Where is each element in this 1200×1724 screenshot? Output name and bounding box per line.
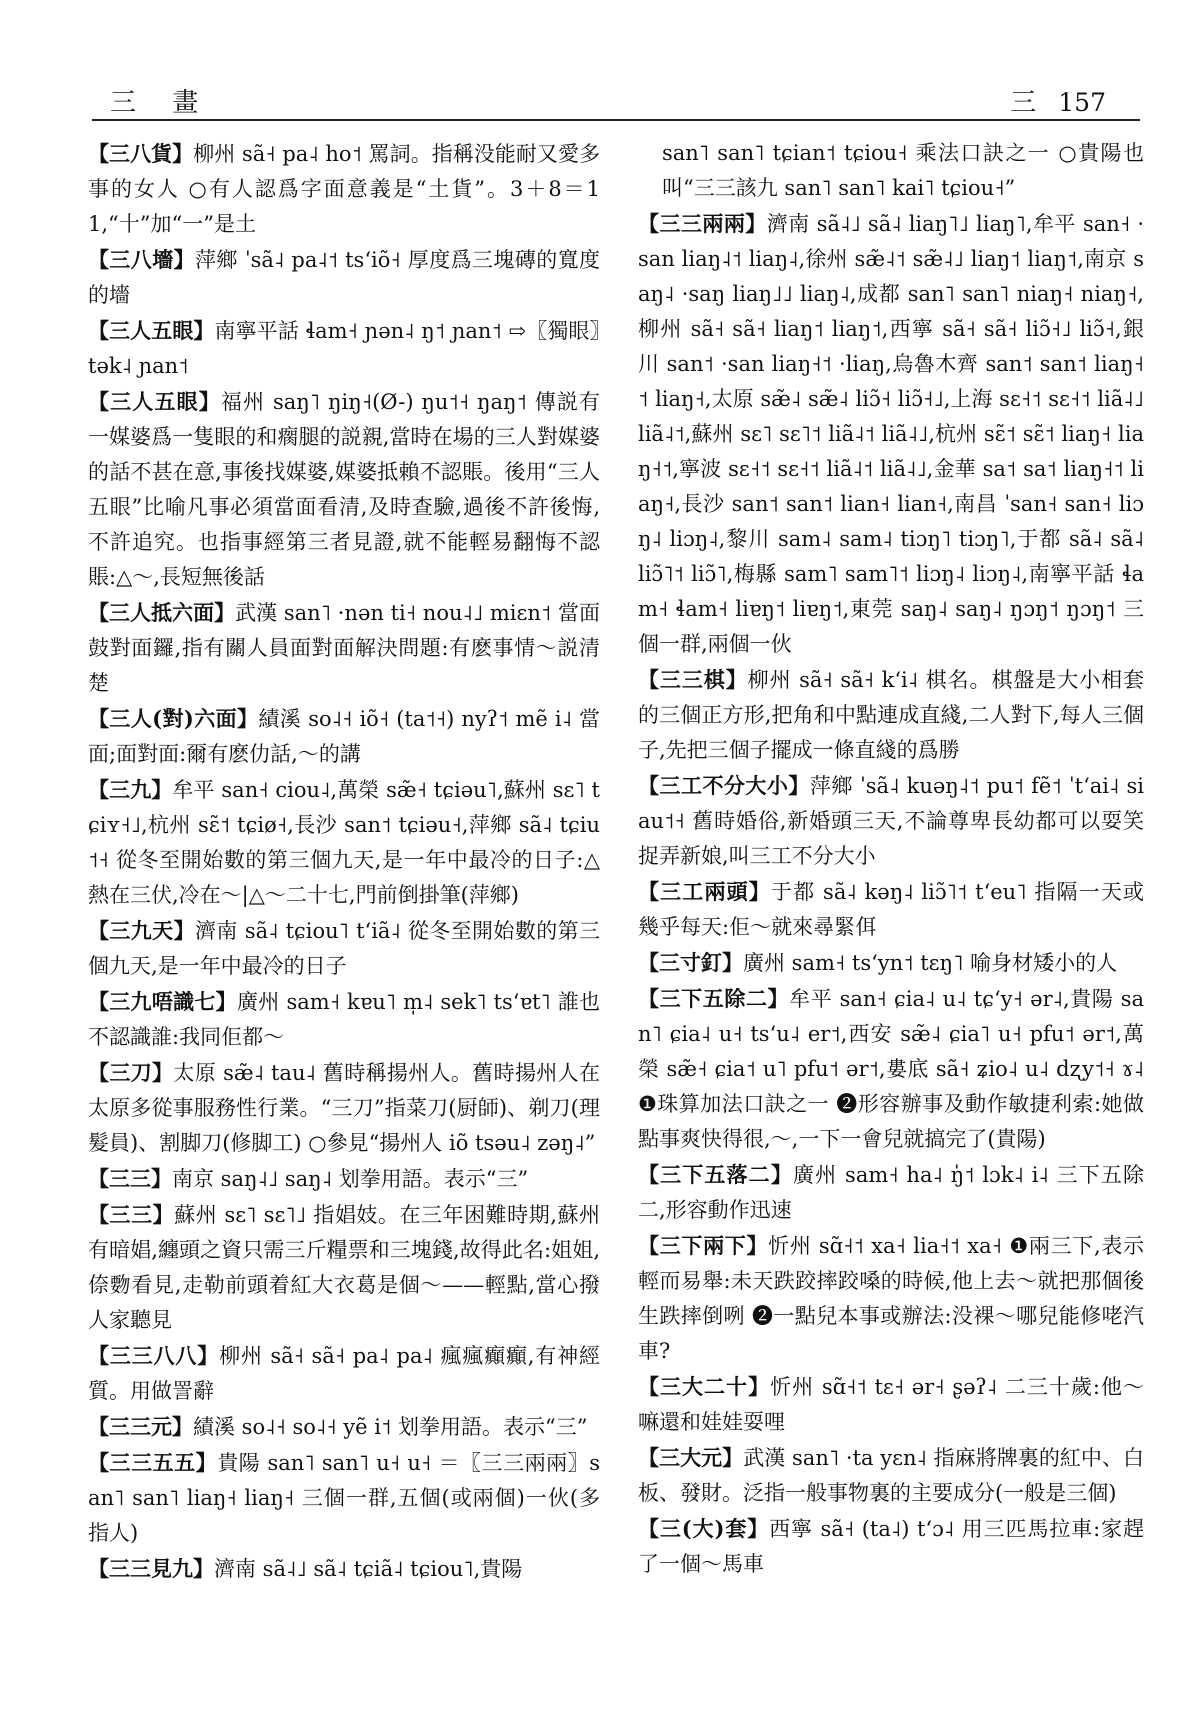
entry-definition: 牟平 san˧ ɕia˨ u˨ tɕʻy˧ ər˨,貴陽 san˥ ɕia˨ u˧ tsʻu˨ er˦,西安 sæ̃˨ ɕia˥ u˧ pfu˦ ər˦,萬榮 sæ̃˧ ɕia˦ u˥ pfu˦ ər˦,婁底 sã˧ ʑio˨ u˨ dʐy˦˧ ɤ˨ ❶珠算加法口訣之一 ❷形容辦事及動作敏捷利索:她做點事爽快得很,～,一下一會兒就搞完了(貴陽) [638,987,1144,1151]
entry-headword: 【三九】 [88,777,173,802]
entry-headword: 【三下五除二】 [638,986,790,1011]
dictionary-entry [88,1338,600,1409]
entry-definition: 蘇州 sɛ˥ sɛ˥˩ 指娼妓。在三年困難時期,蘇州有暗娼,纏頭之資只需三斤糧票和三塊錢,故得此名:姐姐,倷覅看見,走勒前頭着紅大衣葛是個～——輕點,當心撥人家聽見 [88,1203,600,1332]
entry-headword: 【三人五眼】 [88,318,215,343]
entry-headword: 【三人五眼】 [88,389,221,414]
dictionary-entry [88,384,600,595]
dictionary-entry [88,772,600,913]
entry-definition: 萍鄉 ˈsã˨ kuəŋ˨˦ pu˦ fẽ˦ ˈtʻai˨ siau˦˧ 舊時婚俗,新婚頭三天,不論尊卑長幼都可以耍笑捉弄新娘,叫三工不分大小 [638,774,1144,868]
right-column [638,136,1144,1582]
entry-definition: 萍鄉 ˈsã˨ pa˨˦ tsʻiõ˧ 厚度爲三塊磚的寬度的墻 [88,248,600,307]
entry-definition: 廣州 sam˧ ha˨ ŋ̍˦ lɔk˨ i˨ 三下五除二,形容動作迅速 [638,1163,1145,1222]
entry-definition: 太原 sæ̃˨ tau˨ 舊時稱揚州人。舊時揚州人在太原多從事服務性行業。“三刀”指菜刀(厨師)、剃刀(理髮員)、割脚刀(修脚工) ○參見“揚州人 iõ tsəu˨ zəŋ˨” [88,1061,600,1155]
entry-definition: 廣州 sam˧ tsʻyn˦ tɛŋ˥ 喻身材矮小的人 [743,951,1118,975]
dictionary-entry [638,874,1144,945]
entry-definition: 濟南 sã˨˩ sã˨ liaŋ˥˩ liaŋ˥,牟平 san˧ ·san liaŋ˨˦ liaŋ˨,徐州 sæ̃˨˦ sæ̃˨˩ liaŋ˦ liaŋ˦,南京 saŋ˨ ·saŋ liaŋ˩˩ liaŋ˨,成都 san˥ san˥ niaŋ˧ niaŋ˧,柳州 sã˧ sã˧ liaŋ˦ liaŋ˦,西寧 sã˧ sã˧ liɔ̃˧˩ liɔ̃˧,銀川 san˦ ·san liaŋ˧˦ ·liaŋ,烏魯木齊 san˦ san˦ liaŋ˧˦ liaŋ˧,太原 sæ̃˨ sæ̃˨ liɔ̃˧ liɔ̃˧˩,上海 sɛ˧˦ sɛ˧˦ liã˨˩ liã˨˦,蘇州 sɛ˥ sɛ˥˦ liã˨˦ liã˨˩,杭州 sɛ̃˦ sɛ̃˦ liaŋ˧ liaŋ˧˦,寧波 sɛ˧˦ sɛ˧˦ liã˨˦ liã˨˩,金華 sa˦ sa˦ liaŋ˧˦ liaŋ˧,長沙 san˦ san˦ lian˧ lian˧,南昌 ˈsan˧ san˧ liɔŋ˨ liɔŋ˨,黎川 sam˨ sam˨ tiɔŋ˥ tiɔŋ˥,于都 sã˨ sã˨ liɔ̃˥˦ liɔ̃˥,梅縣 sam˥ sam˥˦ liɔŋ˨ liɔŋ˨,南寧平話 ɬam˧ ɬam˧ liɐŋ˦ liɐŋ˦,東莞 saŋ˨ saŋ˨ ŋɔŋ˦ ŋɔŋ˦ 三個一群,兩個一伙 [638,212,1144,656]
entry-definition: 柳州 sã˧ sã˧ kʻi˨ 棋名。棋盤是大小相套的三個正方形,把角和中點連成直綫,二人對下,每人三個子,先把三個子擺成一條直綫的爲勝 [638,668,1145,762]
entry-headword: 【三刀】 [88,1060,174,1085]
dictionary-entry [638,768,1144,874]
entry-definition: 忻州 sɑ̃˧˦ xa˧ lia˧˦ xa˧ ❶兩三下,表示輕而易舉:未天跌跤摔跤嗓的時候,他上去～就把那個後生跌摔倒咧 ❷一點兒本事或辦法:没裸～哪兒能修咾汽車? [638,1234,1145,1363]
entry-definition: 福州 saŋ˥ ŋiŋ˧(Ø-) ŋu˦˧ ŋaŋ˦ 傳説有一媒婆爲一隻眼的和瘸腿的説親,當時在場的三人對媒婆的話不甚在意,事後找媒婆,媒婆抵賴不認賬。後用“三人五眼”比喻凡事必須當面看清,及時查驗,過後不許後悔,不許追究。也指事經第三者見證,就不能輕易翻悔不認賬:△～,長短無後話 [88,390,601,589]
dictionary-entry [88,313,600,384]
dictionary-entry [638,1228,1144,1369]
entry-headword: 【三三兩兩】 [638,211,767,236]
entry-headword: 【三九唔識七】 [88,989,237,1014]
entry-headword: 【三九天】 [88,918,195,943]
dictionary-entry [88,1409,600,1445]
dictionary-entry [88,242,600,313]
header-right [1010,82,1106,119]
dictionary-entry [88,701,600,772]
entry-headword: 【三人抵六面】 [88,600,236,625]
dictionary-entry [88,1551,600,1587]
entry-headword: 【三工不分大小】 [638,773,810,798]
entry-headword: 【三三】 [88,1166,172,1191]
entry-definition: 忻州 sɑ̃˧˦ tɛ˧ ər˧ ʂəʔ˨ 二三十歲:他～嘛還和娃娃耍哩 [638,1375,1144,1434]
entry-definition: 西寧 sã˧ (ta˨) tʻɔ˨ 用三匹馬拉車:家趕了一個～馬車 [638,1517,1144,1576]
section-title: 三 畫 [110,88,213,118]
dictionary-entry [88,1197,600,1338]
entry-definition: 濟南 sã˨ tɕiou˥ tʻiã˨ 從冬至開始數的第三個九天,是一年中最冷的日子 [88,919,601,978]
entry-definition: 濟南 sã˨˩ sã˨ tɕiã˨ tɕiou˥,貴陽 [214,1557,523,1581]
dictionary-entry [88,984,600,1055]
entry-definition: 武漢 san˥ ·nən ti˧ nou˨˩ miɛn˦ 當面鼓對面鑼,指有關人員面對面解決問題:有麽事情～説清楚 [88,601,600,695]
dictionary-entry [88,136,600,242]
entry-headword: 【三工兩頭】 [638,879,771,904]
entry-headword: 【三八貨】 [88,141,194,166]
entry-definition: 牟平 san˧ ciou˨,萬榮 sæ̃˧ tɕiəu˥,蘇州 sɛ˥ tɕiʏ˧˩,杭州 sɛ̃˦ tɕiø˧,長沙 san˦ tɕiəu˧,萍鄉 sã˨ tɕiu˦˧ 從冬至開始數的第三個九天,是一年中最冷的日子:△熱在三伏,冷在～|△～二十七,門前倒掛筆(萍鄉) [88,778,600,907]
entry-headword: 【三三】 [88,1202,175,1227]
dictionary-entry [638,945,1144,981]
header-right-label: 三 [1010,88,1037,118]
entry-headword: 【三三見九】 [88,1556,214,1581]
dictionary-entry [88,1161,600,1197]
entry-definition: 南京 saŋ˨˩ saŋ˨ 划拳用語。表示“三” [172,1167,529,1191]
dictionary-entry [88,1445,600,1551]
dictionary-entry [638,1369,1144,1440]
entry-definition: 柳州 sã˧ sã˧ pa˨ pa˨ 瘋瘋癲癲,有神經質。用做詈辭 [88,1344,601,1403]
dictionary-entry [638,1157,1144,1228]
dictionary-entry [638,206,1144,662]
dictionary-entry [638,1511,1144,1582]
entry-definition: 南寧平話 ɬam˧ ɲən˨ ŋ˦ ɲan˦ ⇨〖獨眼〗tək˨ ɲan˦ [88,319,600,378]
page-number: 157 [1058,88,1106,117]
header-rule [92,119,1140,121]
page-header [92,78,1140,118]
entry-headword: 【三大二十】 [638,1374,771,1399]
entry-definition: 廣州 sam˧ kɐu˥ m̩˨ sek˥ tsʻɐt˥ 誰也不認識誰:我同佢都～ [88,990,600,1049]
dictionary-entry [638,981,1144,1157]
entry-headword: 【三大元】 [638,1445,744,1470]
entry-definition: 貴陽 san˥ san˥ u˧ u˧ ＝〖三三兩兩〗san˥ san˥ liaŋ˧ liaŋ˧ 三個一群,五個(或兩個)一伙(多指人) [88,1451,600,1545]
entry-headword: 【三下兩下】 [638,1233,769,1258]
entry-headword: 【三八墻】 [88,247,195,272]
dictionary-entry [638,1440,1144,1511]
dictionary-entry [88,1055,600,1161]
dictionary-entry [88,913,600,984]
dictionary-entry [88,595,600,701]
entry-definition: 于都 sã˨ kəŋ˨ liɔ̃˥˦ tʻeu˥ 指隔一天或幾乎每天:佢～就來尋緊佴 [638,880,1144,939]
left-column [88,136,600,1587]
entry-definition: 績溪 so˨˧ so˨˧ yẽ i˦ 划拳用語。表示“三” [193,1415,588,1439]
entry-definition: san˥ san˥ tɕian˦ tɕiou˧ 乘法口訣之一 ○貴陽也叫“三三該九 san˥ san˥ kai˥ tɕiou˧” [662,141,1144,200]
entry-definition: 績溪 so˨˧ iõ˧ (ta˦˧) nyʔ˦ mẽ i˨ 當面;面對面:爾有麽仂話,～的講 [88,707,600,766]
entry-headword: 【三三八八】 [88,1343,220,1368]
dictionary-entry [638,662,1144,768]
entry-headword: 【三人(對)六面】 [88,706,259,731]
entry-headword: 【三下五落二】 [638,1162,793,1187]
entry-definition: 武漢 san˥ ·ta yɛn˨ 指麻將牌裏的紅中、白板、發財。泛指一般事物裏的主要成分(一般是三個) [638,1446,1145,1505]
entry-headword: 【三三五五】 [88,1450,218,1475]
entry-headword: 【三三元】 [88,1414,193,1439]
entry-definition: 柳州 sã˧ pa˨ ho˦ 罵詞。指稱没能耐又愛多事的女人 ○有人認爲字面意義是“土貨”。3＋8＝11,“十”加“一”是土 [88,142,601,236]
dictionary-entry [638,136,1144,206]
entry-headword: 【三三棋】 [638,667,748,692]
entry-headword: 【三(大)套】 [638,1516,770,1541]
entry-headword: 【三寸釘】 [638,950,743,975]
